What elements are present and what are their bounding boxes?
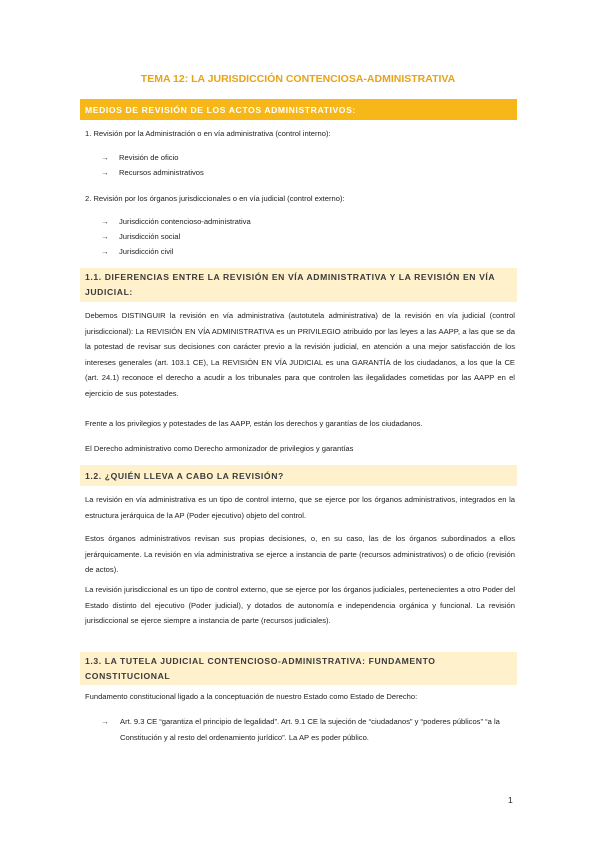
list-item: → Jurisdicción contencioso-administrativa: [101, 217, 251, 226]
paragraph: Fundamento constitucional ligado a la conceptuación de nuestro Estado como Estado de Derecho:: [85, 692, 418, 701]
list-item: → Revisión de oficio: [101, 153, 179, 162]
page-number: 1: [508, 795, 513, 805]
paragraph: Frente a los privilegios y potestades de las AAPP, están los derechos y garantías de los ciudadanos.: [85, 419, 423, 428]
section-heading-text: 1.3. LA TUTELA JUDICIAL CONTENCIOSO-ADMINISTRATIVA: FUNDAMENTO CONSTITUCIONAL: [85, 656, 436, 681]
paragraph: Estos órganos administrativos revisan sus propias decisiones, o, en su caso, las de los órganos subordinados a ellos jerárquicamente. La revisión en vía administrativa se ejerce a instancia de parte (recursos administrativos) o de oficio (revisión de actos).: [85, 534, 515, 575]
section-heading-text: MEDIOS DE REVISIÓN DE LOS ACTOS ADMINISTRATIVOS:: [85, 104, 356, 115]
paragraph: El Derecho administrativo como Derecho armonizador de privilegios y garantías: [85, 444, 354, 453]
section-heading-1-1: [80, 268, 517, 302]
page-title: TEMA 12: LA JURISDICCIÓN CONTENCIOSA-ADMINISTRATIVA: [140, 73, 456, 85]
section-heading-1-2: [80, 465, 517, 486]
paragraph: Debemos DISTINGUIR la revisión en vía administrativa (autotutela administrativa) de la revisión en vía judicial (control jurisdiccional): La REVISIÓN EN VÍA ADMINISTRATIVA es un PRIVILEGIO atribuido por las leyes a las AAPP, a las que se da la potestad de revisar sus decisiones con carácter previo a la revisión judicial, en atención a una mejor satisfacción de los intereses generales (art. 103.1 CE), La REVISIÓN EN VÍA JUDICIAL es una GARANTÍA de los ciudadanos, a los que la CE (art. 24.1) reconoce el derecho a acudir a los tribunales para que controlen las ilegalidades cometidas por las AAPP en el ejercicio de sus potestades.: [85, 311, 515, 398]
arrow-icon: →: [101, 217, 109, 226]
list-item: → Jurisdicción social: [101, 232, 181, 241]
section-heading-text: 1.2. ¿QUIÉN LLEVA A CABO LA REVISIÓN?: [85, 470, 284, 481]
section-heading-text: 1.1. DIFERENCIAS ENTRE LA REVISIÓN EN VÍA ADMINISTRATIVA Y LA REVISIÓN EN VÍA JUDICIAL:: [85, 272, 495, 297]
section-heading-medios-revision: [80, 99, 517, 120]
arrow-icon: →: [101, 717, 109, 726]
paragraph: La revisión en vía administrativa es un tipo de control interno, que se ejerce por los órganos administrativos, integrados en la estructura jerárquica de la AP (Poder ejecutivo) objeto del control.: [85, 495, 515, 520]
paragraph: La revisión jurisdiccional es un tipo de control externo, que se ejerce por los órganos judiciales, pertenecientes a otro Poder del Estado distinto del ejecutivo (Poder judicial), y dotados de autonomía e independencia orgánica y funcional. La revisión jurisdiccional se ejerce siempre a instancia de parte (recursos judiciales).: [85, 585, 515, 626]
section-heading-1-3: [80, 652, 517, 685]
arrow-icon: →: [101, 168, 109, 177]
list-item: → Recursos administrativos: [101, 168, 204, 177]
item-1: 1. Revisión por la Administración o en vía administrativa (control interno):: [85, 129, 331, 138]
arrow-icon: →: [101, 247, 109, 256]
arrow-icon: →: [101, 232, 109, 241]
list-item: → Art. 9.3 CE “garantiza el principio de legalidad”. Art. 9.1 CE la sujeción de “ciudadanos” y “poderes públicos” “a la Constitución y al resto del ordenamiento jurídico”. La AP es poder público.: [101, 714, 513, 745]
list-item: → Jurisdicción civil: [101, 247, 174, 256]
arrow-icon: →: [101, 153, 109, 162]
item-2: 2. Revisión por los órganos jurisdiccionales o en vía judicial (control externo):: [85, 194, 345, 203]
